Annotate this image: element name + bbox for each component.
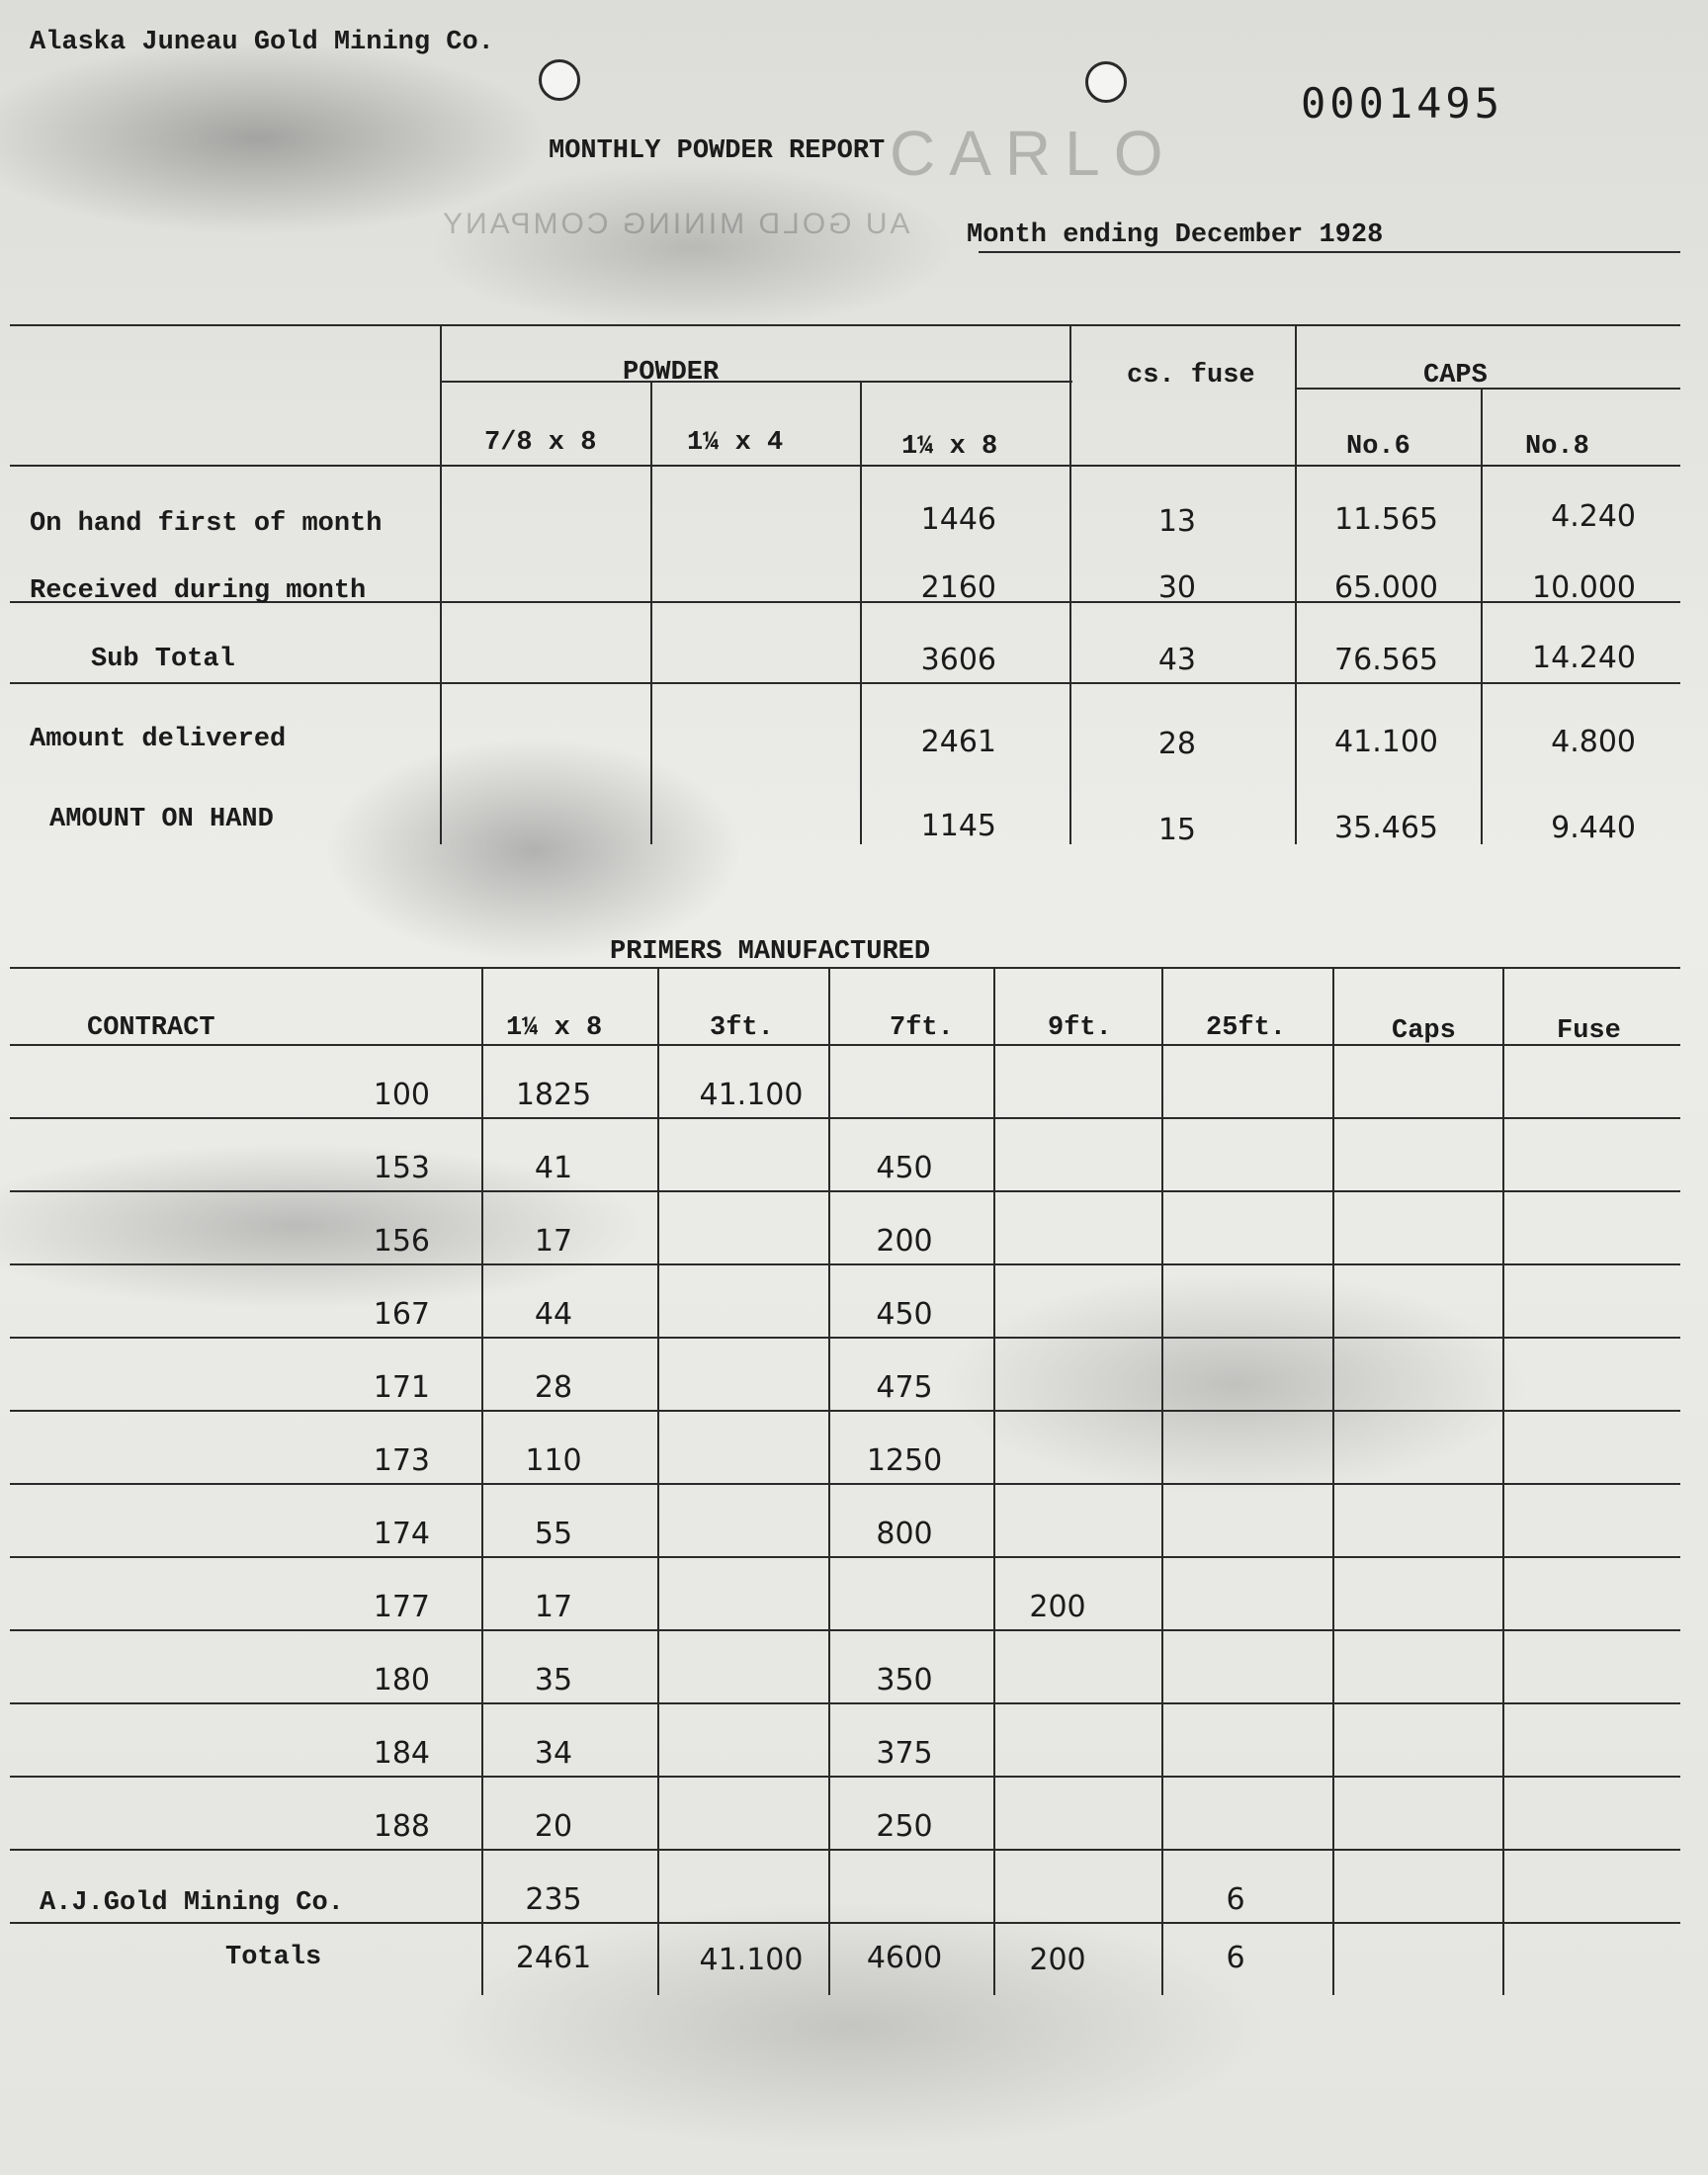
cell-fuse: 43 [1157,643,1196,677]
cell-7ft: 250 [876,1809,933,1844]
cell-powder-1-1-4x8: 3606 [920,643,996,677]
cell-powder-1-1-4x8: 1446 [920,502,996,537]
primers-row-rule [10,1629,1680,1631]
totals-9ft: 200 [1029,1943,1086,1977]
primers-vline-4 [993,967,995,1995]
powder-vline-4 [1069,324,1071,844]
month-ending: Month ending December 1928 [967,220,1384,250]
powder-vline-6 [1481,388,1483,844]
primers-col-fuse: Fuse [1557,1016,1621,1046]
powder-row-rule-2 [10,682,1680,684]
cell-1-1-4x8: 35 [534,1663,573,1697]
cell-fuse: 30 [1157,570,1196,605]
primers-row-rule [10,1849,1680,1851]
binder-hole-right [1085,61,1127,103]
primers-row-rule [10,1190,1680,1192]
binder-hole-left [539,59,580,101]
cell-contract: 167 [373,1297,430,1332]
primers-col-9ft: 9ft. [1048,1013,1112,1043]
row-label: Received during month [30,576,367,606]
primers-row-rule [10,1410,1680,1412]
primers-col-25ft: 25ft. [1206,1013,1287,1043]
cell-1-1-4x8: 44 [534,1297,573,1332]
primers-row-rule [10,1483,1680,1485]
cell-contract: 173 [373,1443,430,1478]
cell-fuse: 13 [1157,504,1196,539]
cell-7ft: 450 [876,1151,933,1185]
primers-row-rule [10,1337,1680,1339]
cell-caps-no8: 10.000 [1532,570,1636,605]
primers-row-rule [10,1556,1680,1558]
cell-contract: 184 [373,1736,430,1771]
cell-powder-1-1-4x8: 1145 [920,809,996,843]
cell-25ft: 6 [1226,1882,1245,1917]
cell-contract: A.J.Gold Mining Co. [40,1888,344,1918]
primers-vline-7 [1502,967,1504,1995]
cell-contract: 174 [373,1517,430,1551]
cell-caps-no6: 35.465 [1334,811,1438,845]
cell-7ft: 1250 [866,1443,943,1478]
primers-row-rule [10,1922,1680,1924]
cell-1-1-4x8: 17 [534,1224,573,1259]
totals-3ft: 41.100 [699,1943,804,1977]
cell-7ft: 375 [876,1736,933,1771]
cell-fuse: 28 [1157,727,1196,761]
cell-contract: 180 [373,1663,430,1697]
primers-col-caps: Caps [1392,1016,1456,1046]
report-title: MONTHLY POWDER REPORT [549,136,886,166]
header-rule [979,251,1680,253]
cell-1-1-4x8: 41 [534,1151,573,1185]
primers-col-1-1-4x8: 1¼ x 8 [506,1013,603,1043]
cell-caps-no8: 4.800 [1551,725,1636,759]
powder-col-2: 1¼ x 4 [687,428,784,458]
cell-1-1-4x8: 17 [534,1590,573,1624]
primers-vline-5 [1161,967,1163,1995]
primers-row-rule [10,1117,1680,1119]
row-label: On hand first of month [30,509,383,539]
cell-caps-no8: 9.440 [1551,811,1636,845]
totals-1-1-4x8: 2461 [515,1941,592,1975]
cell-1-1-4x8: 28 [534,1370,573,1405]
cell-fuse: 15 [1157,813,1196,847]
powder-col-1: 7/8 x 8 [484,428,597,458]
cell-contract: 188 [373,1809,430,1844]
company-name: Alaska Juneau Gold Mining Co. [30,28,494,57]
cell-9ft: 200 [1029,1590,1086,1624]
ghost-stamp-company: AU GOLD MINING COMPANY [440,208,910,240]
cell-7ft: 350 [876,1663,933,1697]
cell-powder-1-1-4x8: 2461 [920,725,996,759]
powder-header-rule [10,465,1680,467]
ghost-stamp-word: CARLO [890,118,1177,189]
primers-row-rule [10,1776,1680,1778]
document-number: 0001495 [1301,79,1504,128]
cell-1-1-4x8: 20 [534,1809,573,1844]
cell-7ft: 450 [876,1297,933,1332]
row-label: AMOUNT ON HAND [49,805,274,834]
caps-group-rule [1295,388,1680,390]
caps-col-no6: No.6 [1346,432,1410,462]
powder-top-rule [10,324,1680,326]
fuse-group-label: cs. fuse [1127,361,1255,391]
primers-row-rule [10,1263,1680,1265]
powder-group-label: POWDER [623,358,720,388]
cell-powder-1-1-4x8: 2160 [920,570,996,605]
row-label: Amount delivered [30,725,287,754]
cell-1-1-4x8: 235 [525,1882,582,1917]
primers-vline-3 [828,967,830,1995]
totals-label: Totals [225,1943,322,1972]
cell-7ft: 475 [876,1370,933,1405]
powder-vline-1 [440,324,442,844]
cell-caps-no8: 14.240 [1532,641,1636,675]
cell-1-1-4x8: 55 [534,1517,573,1551]
totals-7ft: 4600 [866,1941,943,1975]
cell-7ft: 200 [876,1224,933,1259]
cell-1-1-4x8: 1825 [515,1078,592,1112]
caps-col-no8: No.8 [1525,432,1589,462]
powder-vline-2 [650,381,652,844]
primers-vline-2 [657,967,659,1995]
powder-vline-5 [1295,324,1297,844]
cell-contract: 156 [373,1224,430,1259]
cell-contract: 153 [373,1151,430,1185]
primers-title: PRIMERS MANUFACTURED [610,937,931,967]
cell-contract: 100 [373,1078,430,1112]
cell-caps-no6: 76.565 [1334,643,1438,677]
primers-col-3ft: 3ft. [710,1013,774,1043]
primers-vline-1 [481,967,483,1995]
primers-top-rule [10,967,1680,969]
primers-col-7ft: 7ft. [890,1013,954,1043]
primers-col-contract: CONTRACT [87,1013,215,1043]
totals-25ft: 6 [1226,1941,1245,1975]
primers-vline-6 [1332,967,1334,1995]
caps-group-label: CAPS [1423,361,1488,391]
row-label: Sub Total [91,645,235,674]
powder-vline-3 [860,381,862,844]
cell-caps-no6: 65.000 [1334,570,1438,605]
cell-caps-no6: 41.100 [1334,725,1438,759]
powder-group-rule [440,381,1072,383]
powder-col-3: 1¼ x 8 [901,432,998,462]
cell-7ft: 800 [876,1517,933,1551]
cell-1-1-4x8: 34 [534,1736,573,1771]
cell-caps-no8: 4.240 [1551,499,1636,534]
cell-1-1-4x8: 110 [525,1443,582,1478]
cell-caps-no6: 11.565 [1334,502,1438,537]
cell-contract: 171 [373,1370,430,1405]
cell-3ft: 41.100 [699,1078,804,1112]
primers-row-rule [10,1702,1680,1704]
cell-contract: 177 [373,1590,430,1624]
